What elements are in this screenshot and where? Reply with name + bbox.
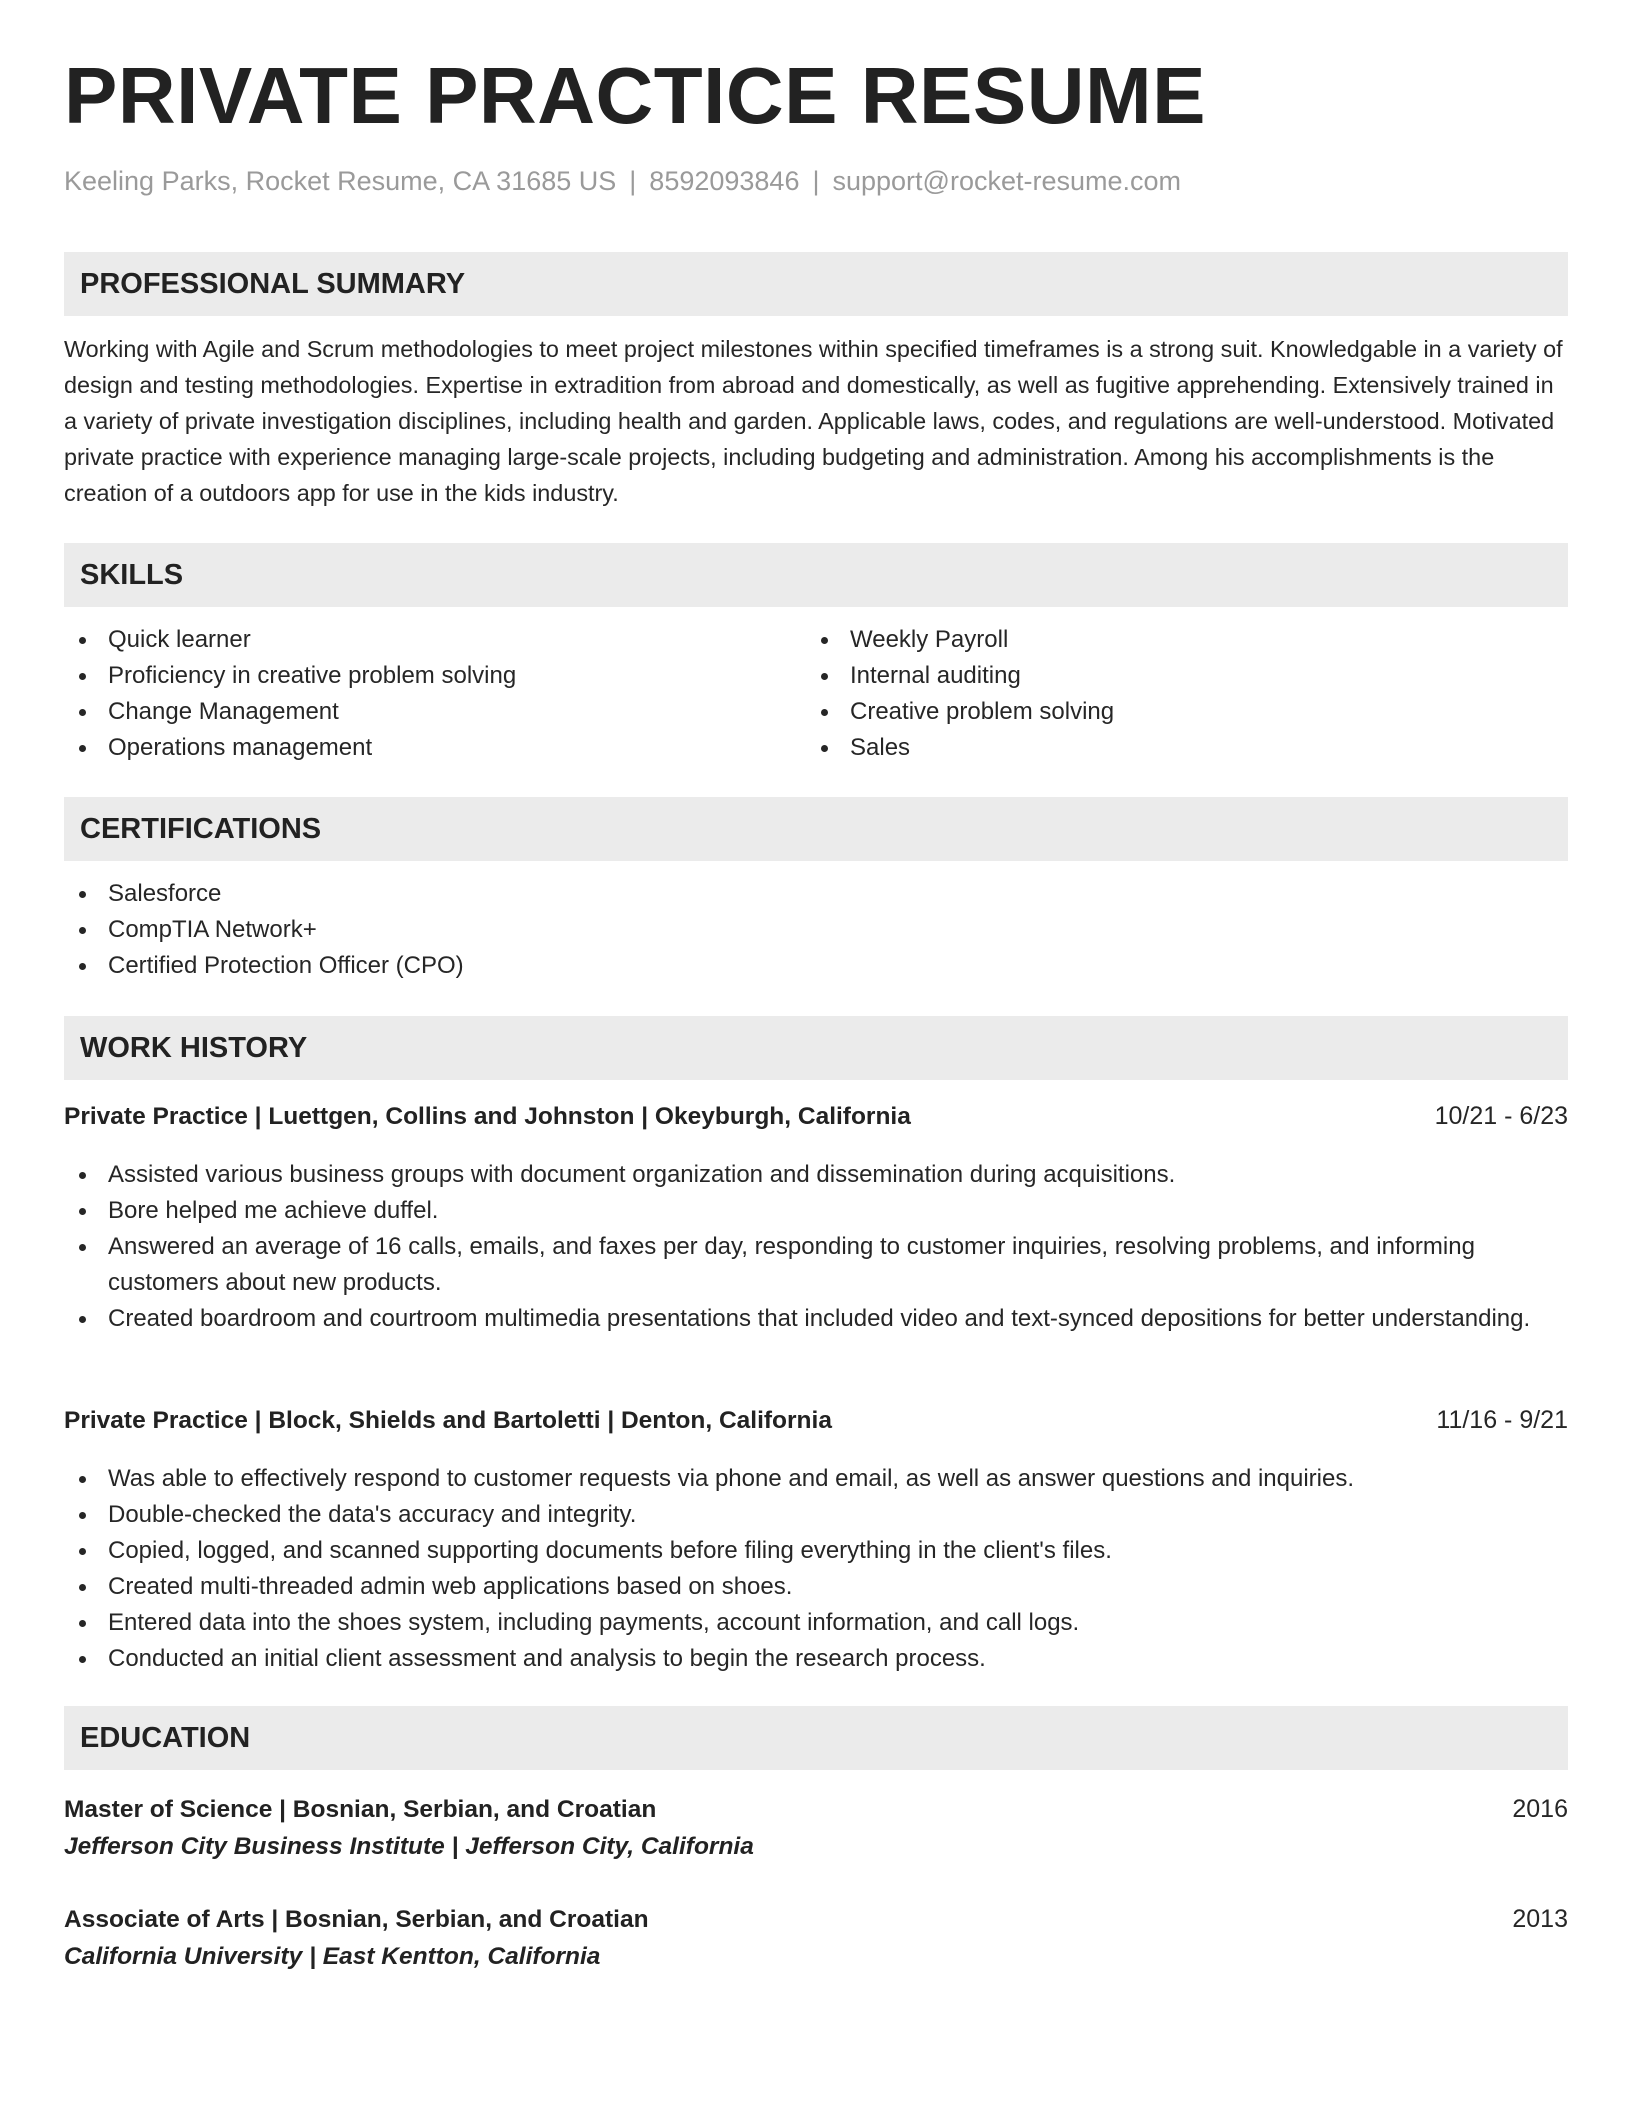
skills-list-right — [806, 622, 1546, 766]
job-title: Private Practice | Luettgen, Collins and Johnston | Okeyburgh, California — [64, 1103, 911, 1130]
job-bullet: Was able to effectively respond to customer requests via phone and email, as well as answer questions and inquiries. — [64, 1461, 1568, 1497]
education-degree: Associate of Arts | Bosnian, Serbian, and Croatian — [64, 1906, 649, 1933]
section-header-certifications: CERTIFICATIONS — [64, 797, 1568, 861]
skill-item: Change Management — [64, 694, 784, 730]
contact-phone: 8592093846 — [649, 166, 800, 196]
contact-separator: | — [812, 166, 820, 196]
education-school: California University | East Kentton, California — [64, 1943, 601, 1970]
section-header-summary: PROFESSIONAL SUMMARY — [64, 252, 1568, 316]
summary-text: Working with Agile and Scrum methodologies to meet project milestones within specified timeframes is a strong suit. Knowledgable in a variety of design and testing methodologies. Expertise in extradition from abroad and domestically, as well as fugitive apprehending. Extensively trained in a variety of private investigation disciplines, including health and garden. Applicable laws, codes, and regulations are well-understood. Motivated private practice with experience managing large-scale projects, including budgeting and administration. Among his accomplishments is the creation of a outdoors app for use in the kids industry. — [64, 336, 1563, 506]
job-bullet: Conducted an initial client assessment and analysis to begin the research process. — [64, 1641, 1568, 1677]
education-year: 2013 — [1512, 1905, 1568, 1933]
skill-item: Sales — [806, 730, 1546, 766]
job-bullet-list — [64, 1157, 1568, 1337]
job-bullet: Double-checked the data's accuracy and integrity. — [64, 1497, 1568, 1533]
skill-item: Weekly Payroll — [806, 622, 1546, 658]
certification-item: Salesforce — [64, 876, 1568, 912]
skill-item: Creative problem solving — [806, 694, 1546, 730]
education-year: 2016 — [1512, 1795, 1568, 1823]
job-dates: 10/21 - 6/23 — [1434, 1102, 1568, 1130]
job-bullet: Answered an average of 16 calls, emails, and faxes per day, responding to customer inquiries, resolving problems, and informing customers about new products. — [64, 1229, 1568, 1301]
job-bullet: Bore helped me achieve duffel. — [64, 1193, 1568, 1229]
contact-address: Keeling Parks, Rocket Resume, CA 31685 US — [64, 166, 617, 196]
section-header-education: EDUCATION — [64, 1706, 1568, 1770]
job-title: Private Practice | Block, Shields and Bartoletti | Denton, California — [64, 1407, 832, 1434]
certification-item: Certified Protection Officer (CPO) — [64, 948, 1568, 984]
skill-item: Proficiency in creative problem solving — [64, 658, 784, 694]
education-degree: Master of Science | Bosnian, Serbian, and Croatian — [64, 1796, 657, 1823]
certification-item: CompTIA Network+ — [64, 912, 1568, 948]
contact-separator: | — [629, 166, 637, 196]
skill-item: Quick learner — [64, 622, 784, 658]
job-bullet-list — [64, 1461, 1568, 1677]
job-bullet: Copied, logged, and scanned supporting documents before filing everything in the client's files. — [64, 1533, 1568, 1569]
section-header-skills: SKILLS — [64, 543, 1568, 607]
job-bullet: Created multi-threaded admin web applications based on shoes. — [64, 1569, 1568, 1605]
job-bullet: Created boardroom and courtroom multimedia presentations that included video and text-synced depositions for better understanding. — [64, 1301, 1568, 1337]
certifications-list — [64, 876, 1568, 984]
skill-item: Internal auditing — [806, 658, 1546, 694]
section-header-work-history: WORK HISTORY — [64, 1016, 1568, 1080]
job-bullet: Entered data into the shoes system, including payments, account information, and call logs. — [64, 1605, 1568, 1641]
contact-line — [64, 166, 1181, 197]
job-bullet: Assisted various business groups with document organization and dissemination during acquisitions. — [64, 1157, 1568, 1193]
education-school: Jefferson City Business Institute | Jefferson City, California — [64, 1833, 754, 1860]
contact-email: support@rocket-resume.com — [832, 166, 1182, 196]
skills-list-left — [64, 622, 784, 766]
job-dates: 11/16 - 9/21 — [1436, 1406, 1568, 1434]
resume-title: PRIVATE PRACTICE RESUME — [64, 51, 1206, 140]
skill-item: Operations management — [64, 730, 784, 766]
